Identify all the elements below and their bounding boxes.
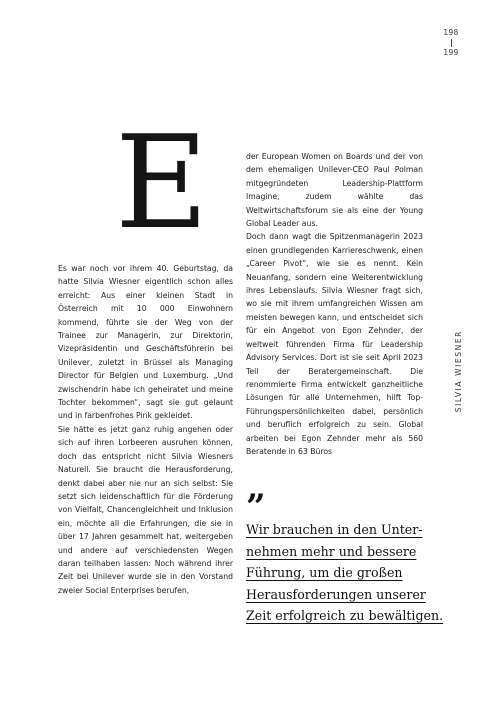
- right-article-column: [246, 150, 423, 458]
- pull-quote-line: Herausforderungen unserer: [246, 586, 426, 602]
- pull-quote: [246, 519, 461, 627]
- left-article-column: [58, 262, 233, 597]
- right-paragraph-2: Doch dann wagt die Spitzenmanagerin 2023 einen grundlegenden Karriereschwenk, einen „Career Pivot“, wie sie es nennt. Kein Neuanfang, sondern eine Weiterentwicklung ihres Lebenslaufs. Silvia Wiesner fragt sich, wo sie mit ihrem umfangreichen Wissen am meisten bewegen kann, und entscheidet sich für ein Angebot von Egon Zehnder, der weltweit führenden Firma für Leadership Advisory Services. Dort ist sie seit April 2023 Teil der Beratergemeinschaft. Die renommierte Firma entwickelt ganzheitliche Lösungen für alle Unternehmen, hilft Top-Führungspersönlichkeiten dabei, persönlich und beruflich erfolgreich zu sein. Global arbeiten bei Egon Zehnder mehr als 560 Beratende in 63 Büros: [246, 232, 423, 456]
- page-number-bottom: 199: [443, 48, 459, 57]
- page-numbers: [440, 28, 462, 58]
- drop-cap: E: [115, 109, 209, 258]
- quote-mark-icon: ”: [246, 487, 266, 527]
- left-paragraph-2: Sie hätte es jetzt ganz ruhig angehen oder sich auf ihren Lorbeeren ausruhen können, doch das entspricht nicht Silvia Wiesners Naturell. Sie braucht die Herausforderung, denkt dabei aber nie nur an sich selbst: Sie setzt sich leidenschaftlich für die Förderung von Vielfalt, Chancengleichheit und Inklusion ein, möchte all die Erfahrungen, die sie in über 17 Jahren gesammelt hat, weitergeben und andere auf verschiedensten Wegen daran teilhaben lassen: Noch während ihrer Zeit bei Unilever wurde sie in den Vorstand zweier Social Enterprises berufen,: [58, 424, 233, 595]
- pull-quote-line: Wir brauchen in den Unter-: [246, 522, 423, 537]
- side-running-head: SILVIA WIESNER: [454, 330, 463, 413]
- right-paragraph-1: der European Women on Boards und der von dem ehemaligen Unilever-CEO Paul Polman mitgegründeten Leadership-Plattform Imagine, zudem wählte das Weltwirtschaftsforum sie als eine der Young Global Leader aus.: [246, 152, 423, 229]
- pull-quote-line: Zeit erfolgreich zu bewältigen.: [246, 608, 444, 624]
- left-paragraph-1: Es war noch vor ihrem 40. Geburtstag, da hatte Silvia Wiesner eigentlich schon alles erreicht: Aus einer kleinen Stadt in Österreich mit 10 000 Einwohnern kommend, führte sie der Weg von der Trainee zur Managerin, zur Direktorin, Vizepräsidentin und Geschäftsführerin bei Unilever, zuletzt in Brüssel als Managing Director für Belgien und Luxemburg. „Und zwischendrin habe ich geheiratet und meine Tochter bekommen“, sagt sie gut gelaunt und in farbenfrohes Pink gekleidet.: [58, 264, 233, 421]
- pull-quote-line: nehmen mehr und bessere: [246, 543, 417, 559]
- page-number-divider: [440, 38, 462, 48]
- pull-quote-line: Führung, um die großen: [246, 565, 403, 581]
- page-number-top: 198: [443, 28, 459, 37]
